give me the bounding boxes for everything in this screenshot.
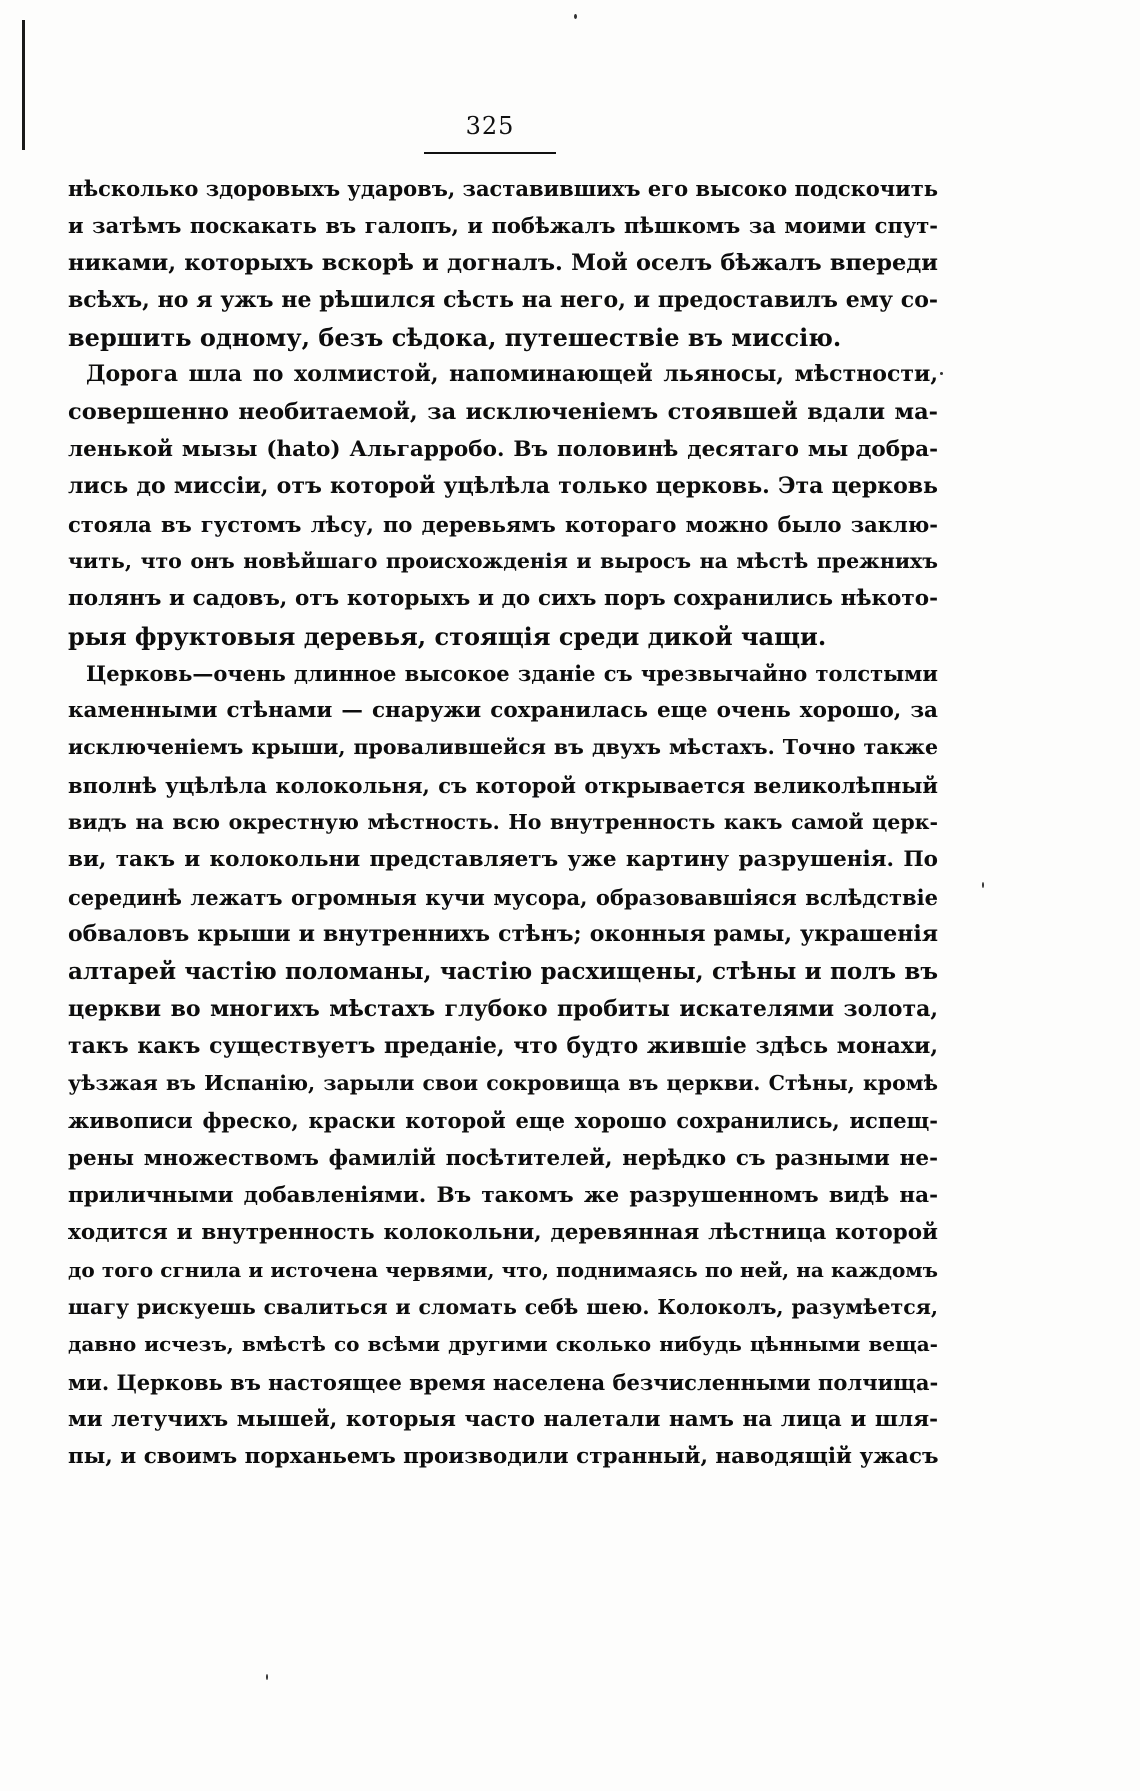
text-line: полянъ и садовъ, отъ которыхъ и до сихъ поръ сохранились нѣкото-	[68, 586, 938, 612]
text-line: совершенно необитаемой, за исключеніемъ стоявшей вдали ма-	[68, 398, 938, 425]
text-line: Церковь—очень длинное высокое зданіе съ чрезвычайно толстыми	[86, 660, 938, 686]
text-line: такъ какъ существуетъ преданіе, что будто жившіе здѣсь монахи,	[68, 1032, 938, 1059]
speck	[982, 882, 984, 888]
text-line: серединѣ лежатъ огромныя кучи мусора, образовавшіяся вслѣдствіе	[68, 884, 938, 910]
margin-rule	[22, 20, 25, 150]
text-line: пы, и своимъ порханьемъ производили странный, наводящій ужасъ	[68, 1444, 938, 1470]
text-line: алтарей частію поломаны, частію расхищены, стѣны и полъ въ	[68, 958, 938, 986]
text-line: давно исчезъ, вмѣстѣ со всѣми другими сколько нибудь цѣнными веща-	[68, 1332, 938, 1357]
text-line: шагу рискуешь свалиться и сломать себѣ шею. Колоколъ, разумѣется,	[68, 1294, 938, 1319]
text-line: церкви во многихъ мѣстахъ глубоко пробиты искателями золота,	[68, 995, 938, 1022]
text-line: ви, такъ и колокольни представляетъ уже картину разрушенія. По	[68, 847, 938, 873]
paragraph	[68, 655, 938, 1476]
text-line: рыя фруктовыя деревья, стоящія среди дикой чащи.	[68, 621, 827, 651]
paragraph	[68, 170, 938, 356]
header-rule	[424, 152, 556, 154]
text-line: до того сгнила и источена червями, что, поднимаясь по ней, на каждомъ	[68, 1257, 938, 1282]
text-line: стояла въ густомъ лѣсу, по деревьямъ котораго можно было заклю-	[68, 511, 938, 537]
text-line: нѣсколько здоровыхъ ударовъ, заставившихъ его высоко подскочить	[68, 176, 938, 201]
text-line: Дорога шла по холмистой, напоминающей льяносы, мѣстности,	[86, 361, 938, 388]
speck	[574, 14, 577, 19]
text-line: исключеніемъ крыши, провалившейся въ двухъ мѣстахъ. Точно также	[68, 735, 938, 760]
text-line: чить, что онъ новѣйшаго происхожденія и выросъ на мѣстѣ прежнихъ	[68, 548, 938, 573]
text-line: уѣзжая въ Испанію, зарыли свои сокровища въ церкви. Стѣны, кромѣ	[68, 1071, 938, 1096]
speck	[940, 372, 943, 375]
speck	[266, 1674, 268, 1680]
paragraph	[68, 356, 938, 654]
text-line: вершить одному, безъ сѣдока, путешествіе въ миссію.	[68, 323, 842, 353]
text-line: лись до миссіи, отъ которой уцѣлѣла только церковь. Эта церковь	[68, 473, 938, 500]
text-line: ходится и внутренность колокольни, деревянная лѣстница которой	[68, 1220, 938, 1246]
text-line: видъ на всю окрестную мѣстность. Но внутренность какъ самой церк-	[68, 810, 938, 835]
page-number: 325	[465, 112, 515, 140]
text-line: вполнѣ уцѣлѣла колокольня, съ которой открывается великолѣпный	[68, 772, 938, 798]
text-line: приличными добавленіями. Въ такомъ же разрушенномъ видѣ на-	[68, 1183, 938, 1209]
text-line: ми летучихъ мышей, которыя часто налетали намъ на лица и шля-	[68, 1406, 938, 1432]
text-line: каменными стѣнами — снаружи сохранилась еще очень хорошо, за	[68, 698, 938, 724]
text-line: всѣхъ, но я ужъ не рѣшился сѣсть на него, и предоставилъ ему со-	[68, 286, 938, 313]
text-line: обваловъ крыши и внутреннихъ стѣнъ; оконныя рамы, украшенія	[68, 920, 938, 947]
text-line: живописи фреско, краски которой еще хорошо сохранились, испещ-	[68, 1108, 938, 1134]
body-text	[68, 170, 938, 1475]
text-line: никами, которыхъ вскорѣ и догналъ. Мой оселъ бѣжалъ впереди	[68, 249, 938, 276]
text-line: рены множествомъ фамилій посѣтителей, нерѣдко съ разными не-	[68, 1145, 938, 1171]
text-line: и затѣмъ поскакать въ галопъ, и побѣжалъ пѣшкомъ за моими спут-	[68, 213, 938, 239]
text-line: ми. Церковь въ настоящее время населена безчисленными полчища-	[68, 1369, 938, 1395]
text-line: ленькой мызы (hato) Альгарробо. Въ половинѣ десятаго мы добра-	[68, 437, 938, 463]
